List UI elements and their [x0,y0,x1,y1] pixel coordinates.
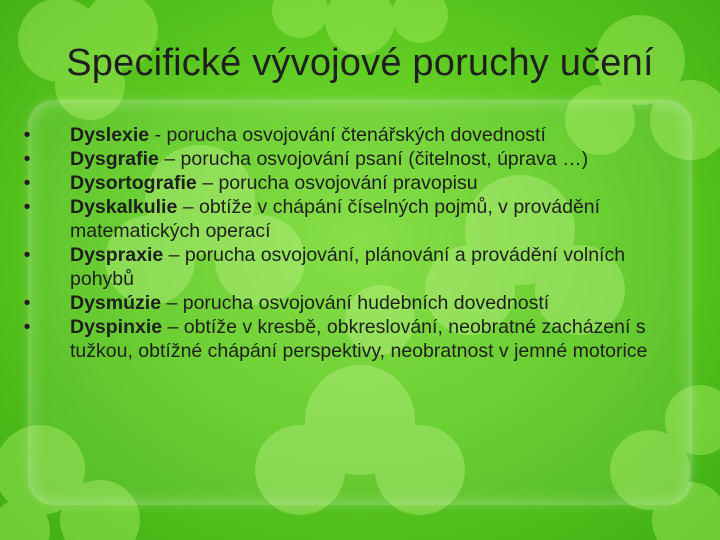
list-item [20,147,690,171]
list-item [20,291,690,315]
item-term: Dysortografie [70,172,197,194]
bullet-icon: • [23,196,31,218]
item-description: – porucha osvojování hudebních dovedností [161,292,550,314]
list-item [20,171,690,195]
item-term: Dyspraxie [70,244,164,266]
item-term: Dysgrafie [70,148,159,170]
list-item [20,315,690,363]
bullet-icon: • [23,316,31,338]
list-item [20,123,690,147]
slide-title: Specifické vývojové poruchy učení [66,42,654,84]
list-item [20,243,690,291]
bullet-list [20,123,690,363]
item-term: Dyskalkulie [70,196,178,218]
item-description: – obtíže v chápání číselných pojmů, v provádění matematických operací [70,196,601,242]
item-description: – obtíže v kresbě, obkreslování, neobratné zacházení s tužkou, obtížné chápání perspektivy, neobratnost v jemné motorice [70,316,648,362]
item-description: – porucha osvojování psaní (čitelnost, úprava …) [158,148,589,170]
list-item [20,195,690,243]
item-description: – porucha osvojování pravopisu [196,172,478,194]
item-term: Dyspinxie [70,316,163,338]
bullet-icon: • [23,148,31,170]
item-term: Dyslexie [70,124,150,146]
bullet-icon: • [23,292,31,314]
bullet-icon: • [23,244,31,266]
item-description: – porucha osvojování, plánování a provádění volních pohybů [70,244,626,290]
bullet-icon: • [23,172,31,194]
item-description: - porucha osvojování čtenářských dovedností [149,124,546,146]
bullet-icon: • [23,124,31,146]
item-term: Dysmúzie [70,292,162,314]
